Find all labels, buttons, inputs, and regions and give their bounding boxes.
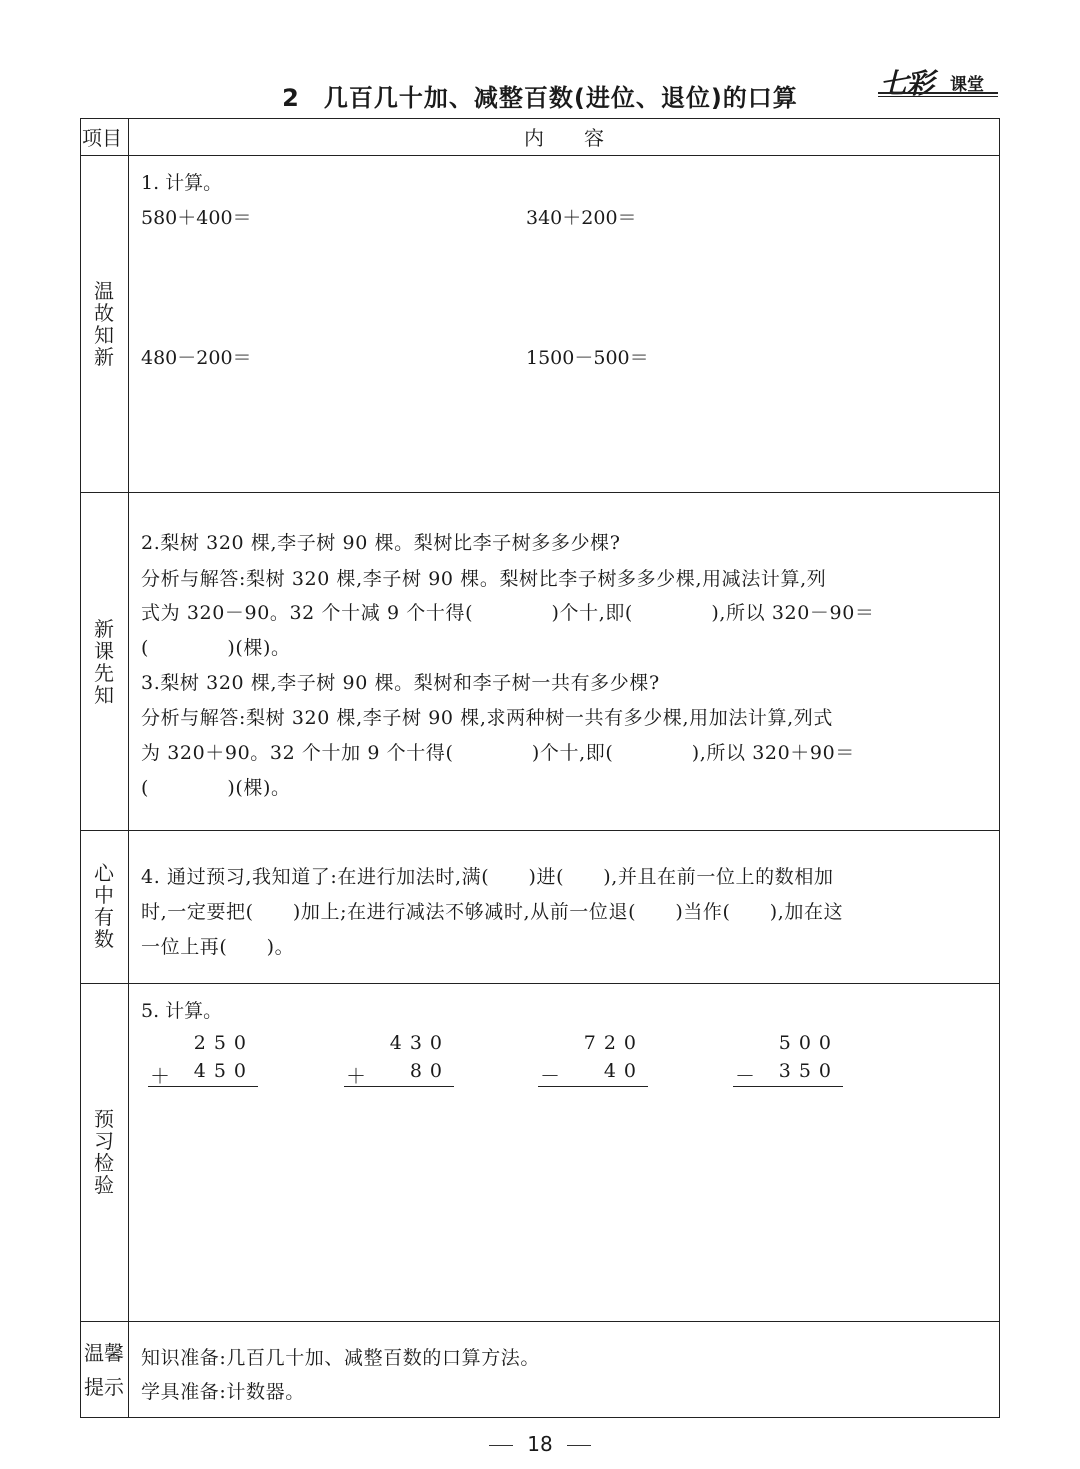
text-line: 2.梨树 320 棵,李子树 90 棵。梨树比李子树多多少棵? xyxy=(141,532,621,554)
text-line: 4. 通过预习,我知道了:在进行加法时,满( )进( ),并且在前一位上的数相加 xyxy=(141,866,834,888)
row-divider-2 xyxy=(80,830,1000,831)
worksheet-table xyxy=(80,118,1000,1418)
calc-item: 580＋400＝ xyxy=(141,207,252,229)
header-divider xyxy=(80,155,1000,156)
text-line: 分析与解答:梨树 320 棵,李子树 90 棵,求两种树一共有多少棵,用加法计算,列式 xyxy=(141,707,833,729)
row-divider-3 xyxy=(80,983,1000,984)
brand-rule xyxy=(878,92,998,94)
brand-rule-thin xyxy=(878,96,998,97)
section-label-summary: 心 中 有 数 xyxy=(94,861,114,951)
vertical-calc: 430 ＋ 80 xyxy=(344,1032,454,1088)
text-line: 式为 320－90。32 个十减 9 个十得( )个十,即( ),所以 320－90＝ xyxy=(141,602,875,624)
vertical-calc: 720 － 40 xyxy=(538,1032,648,1088)
brand-script: 七彩 xyxy=(880,67,933,100)
text-line: 为 320＋90。32 个十加 9 个十得( )个十,即( ),所以 320＋90＝ xyxy=(141,742,855,764)
column-divider xyxy=(128,118,129,1418)
section-label-check: 预 习 检 验 xyxy=(94,1107,114,1197)
section-label-tips: 温馨 提示 xyxy=(84,1341,124,1399)
brand-logo xyxy=(878,62,1000,100)
page-footer xyxy=(0,1432,1080,1456)
text-line: 分析与解答:梨树 320 棵,李子树 90 棵。梨树比李子树多多少棵,用减法计算,列 xyxy=(141,568,827,590)
tip-line: 学具准备:计数器。 xyxy=(141,1381,305,1403)
question-1-title: 1. 计算。 xyxy=(141,172,223,194)
vertical-calc: 500 － 350 xyxy=(733,1032,843,1088)
row-divider-4 xyxy=(80,1321,1000,1322)
section-label-newlesson: 新 课 先 知 xyxy=(94,617,114,707)
section-label-review: 温 故 知 新 xyxy=(94,279,114,369)
text-line: ( )(棵)。 xyxy=(141,777,291,799)
calc-item: 480－200＝ xyxy=(141,347,252,369)
footer-dash xyxy=(489,1445,513,1446)
question-5-title: 5. 计算。 xyxy=(141,1000,223,1022)
text-line: 一位上再( )。 xyxy=(141,936,295,958)
vertical-calc: 250 ＋ 450 xyxy=(148,1032,258,1088)
tip-line: 知识准备:几百几十加、减整百数的口算方法。 xyxy=(141,1347,541,1369)
page-number: 18 xyxy=(527,1432,553,1456)
header-item: 项目 xyxy=(82,126,122,150)
lesson-number: 2 xyxy=(282,84,300,112)
brand-small: 课堂 xyxy=(950,75,984,95)
header-content: 内 容 xyxy=(524,126,604,150)
row-divider-1 xyxy=(80,492,1000,493)
text-line: 时,一定要把( )加上;在进行减法不够减时,从前一位退( )当作( ),加在这 xyxy=(141,901,844,923)
calc-item: 340＋200＝ xyxy=(526,207,637,229)
calc-item: 1500－500＝ xyxy=(526,347,649,369)
lesson-title: 几百几十加、减整百数(进位、退位)的口算 xyxy=(323,84,798,112)
text-line: ( )(棵)。 xyxy=(141,637,291,659)
footer-dash xyxy=(567,1445,591,1446)
text-line: 3.梨树 320 棵,李子树 90 棵。梨树和李子树一共有多少棵? xyxy=(141,672,660,694)
